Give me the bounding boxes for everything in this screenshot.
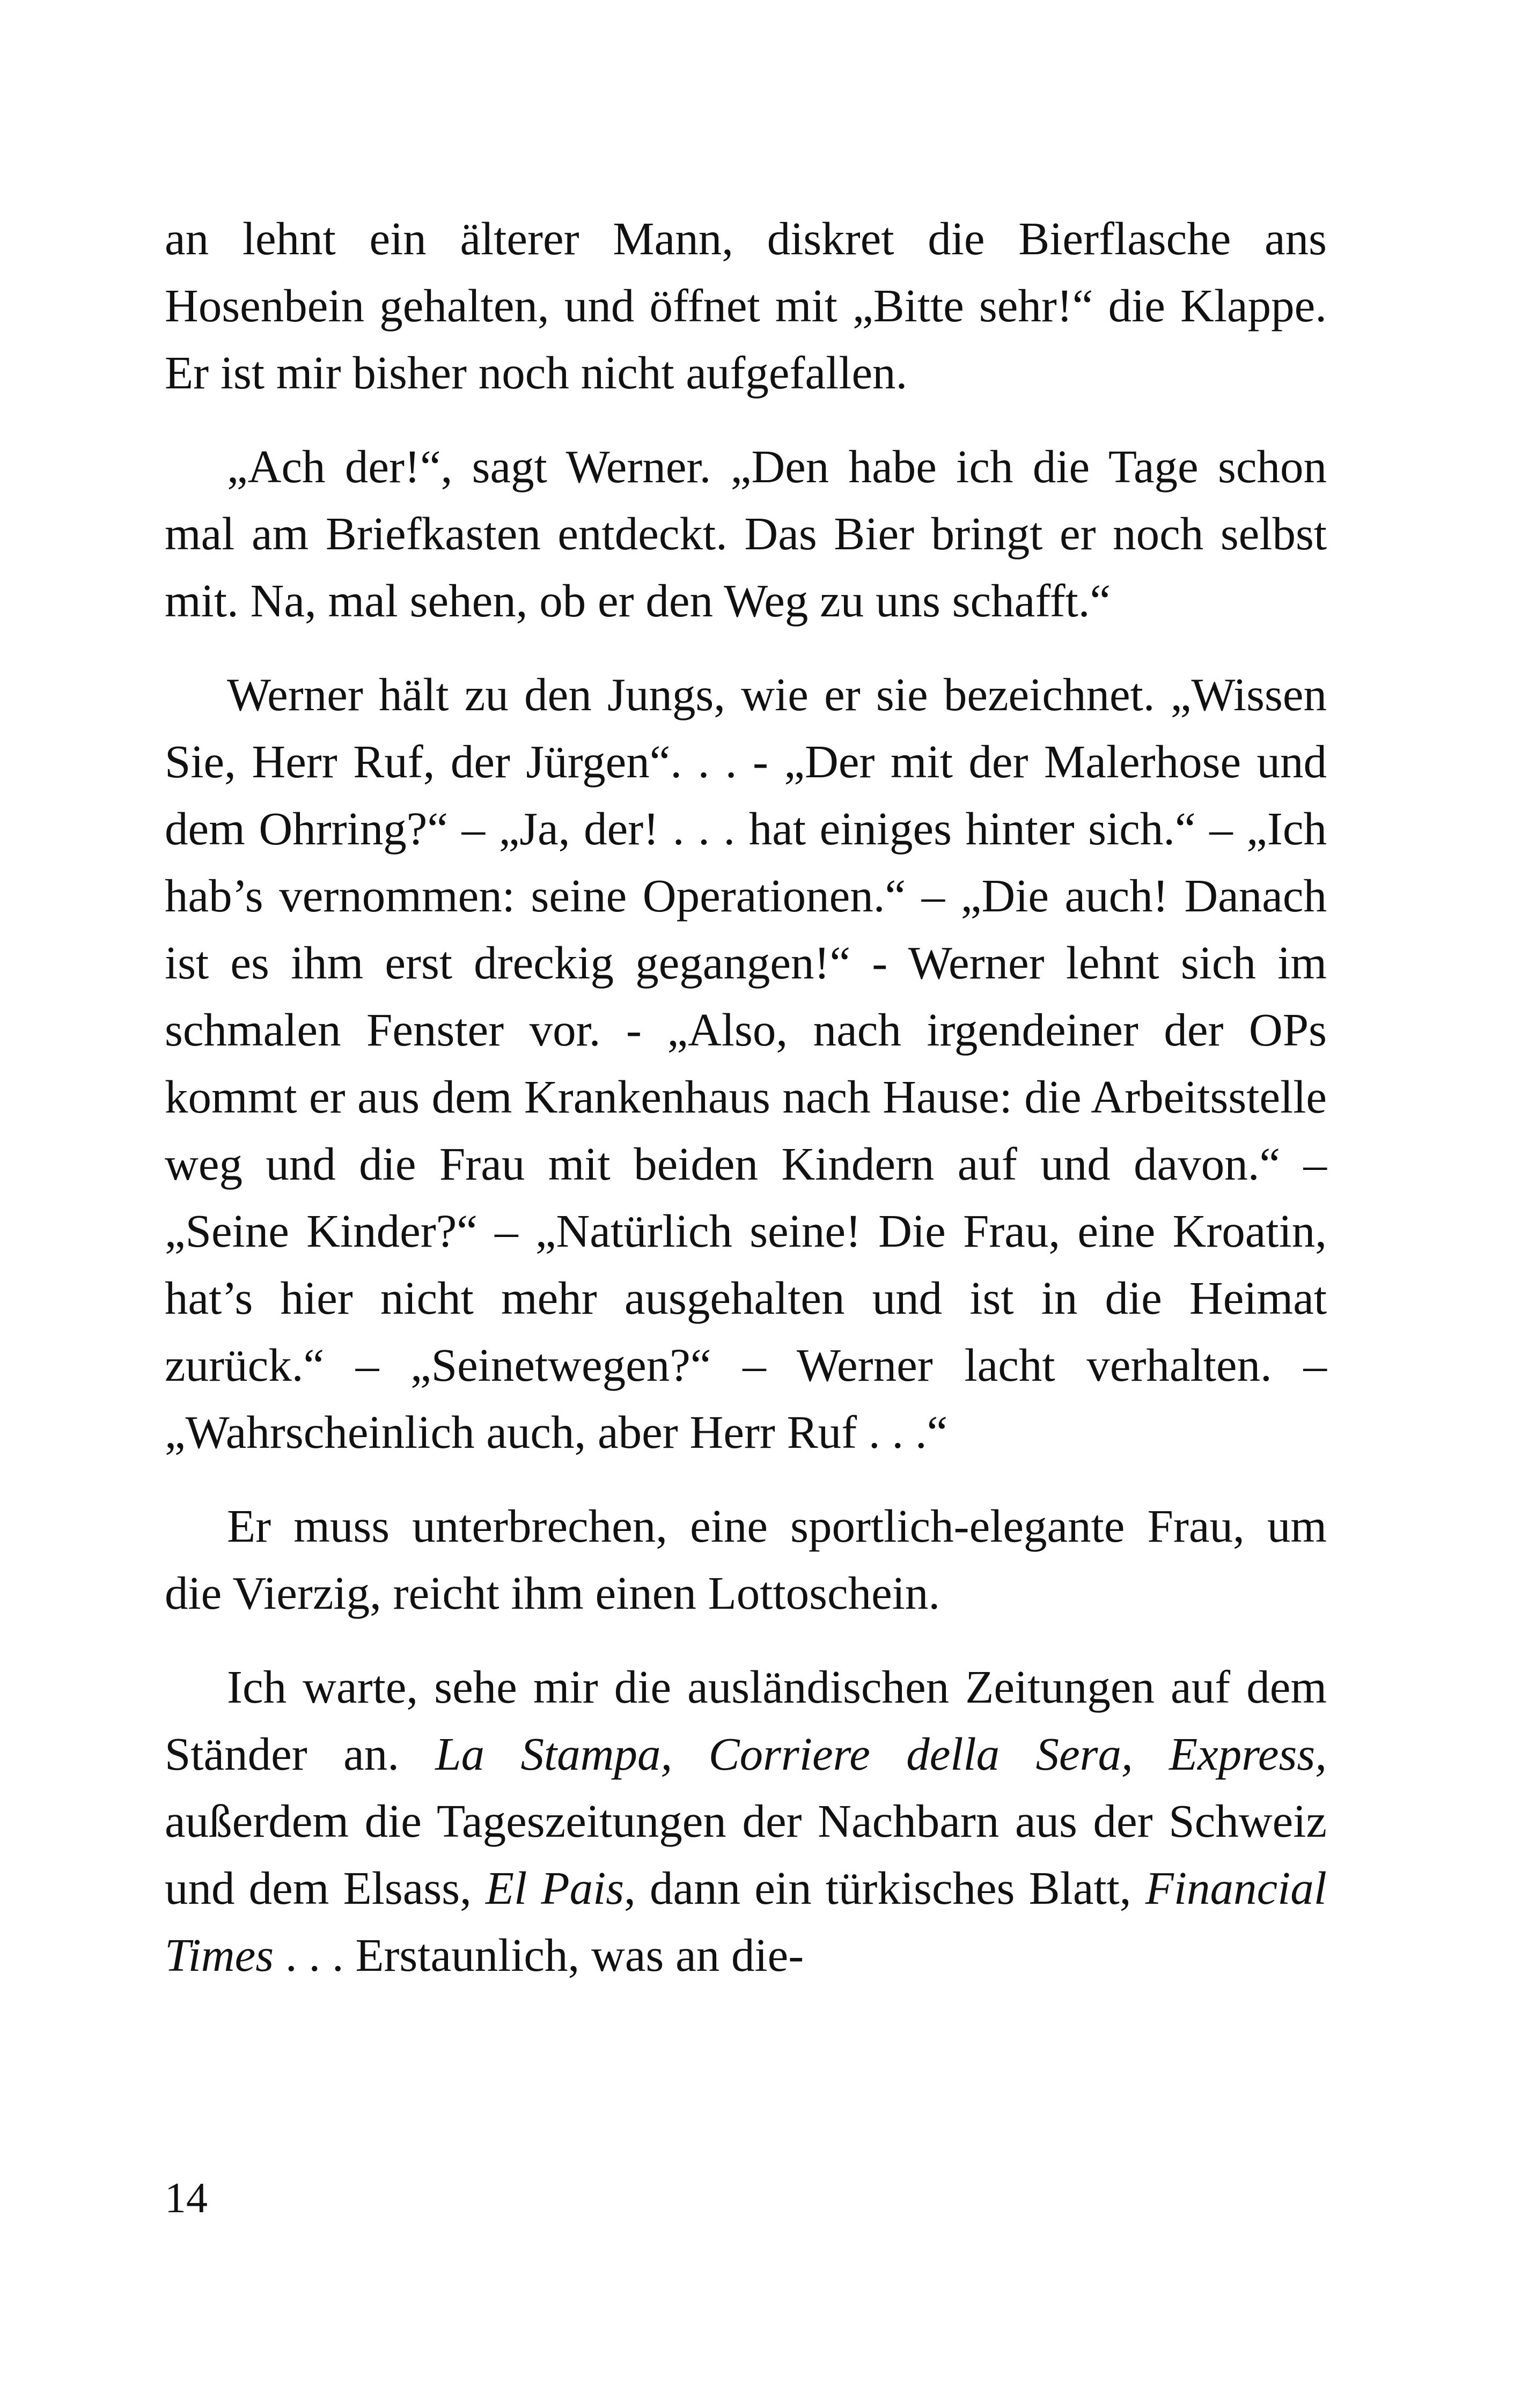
text-run: Werner hält zu den Jungs, wie er sie bezeichnet. „Wissen Sie, Herr Ruf, der Jürgen“. . . - „Der mit der Malerhose und dem Ohrring?“ – „Ja, der! . . . hat einiges hinter sich.“ – „Ich hab’s vernommen: seine Operationen.“ – „Die auch! Danach ist es ihm erst dreckig gegangen!“ - Werner lehnt sich im schmalen Fenster vor. - „Also, nach irgendeiner der OPs kommt er aus dem Krankenhaus nach Hause: die Arbeitsstelle weg und die Frau mit beiden Kindern auf und davon.“ – „Seine Kinder?“ – „Natürlich seine! Die Frau, eine Kroatin, hat’s hier nicht mehr ausgehalten und ist in die Heimat zurück.“ – „Seinetwegen?“ – Werner lacht verhalten. – „Wahrscheinlich auch, aber Herr Ruf . . .“ [165, 668, 1327, 1458]
newspaper-title-italic: Financial Times [165, 1862, 1327, 1981]
text-run: Ich warte, sehe mir die ausländischen Zeitungen auf dem Ständer an. [165, 1661, 1327, 1780]
paragraph [165, 433, 1327, 634]
paragraph [165, 205, 1327, 406]
paragraph [165, 1492, 1327, 1626]
newspaper-title-italic: El Pais [485, 1862, 624, 1914]
text-run: , dann ein türkisches Blatt, [624, 1862, 1145, 1914]
text-run: an lehnt ein älterer Mann, diskret die Bierflasche ans Hosenbein gehalten, und öffnet mit „Bitte sehr!“ die Klappe. Er ist mir bisher noch nicht aufgefallen. [165, 212, 1327, 399]
paragraph [165, 661, 1327, 1466]
text-run: Er muss unterbrechen, eine sportlich-elegante Frau, um die Vierzig, reicht ihm einen Lottoschein. [165, 1500, 1327, 1619]
page-number: 14 [165, 2175, 208, 2222]
body-text [165, 205, 1327, 1989]
paragraph [165, 1653, 1327, 1989]
text-run: . . . Erstaunlich, was an die- [274, 1929, 804, 1981]
newspaper-titles-italic: La Stampa, Corriere della Sera, Express, [435, 1728, 1327, 1780]
text-run: außerdem die Tageszeitungen der Nachbarn aus der Schweiz und dem Elsass, [165, 1795, 1327, 1914]
text-run: „Ach der!“, sagt Werner. „Den habe ich die Tage schon mal am Briefkasten entdeckt. Das Bier bringt er noch selbst mit. Na, mal sehen, ob er den Weg zu uns schafft.“ [165, 440, 1327, 627]
